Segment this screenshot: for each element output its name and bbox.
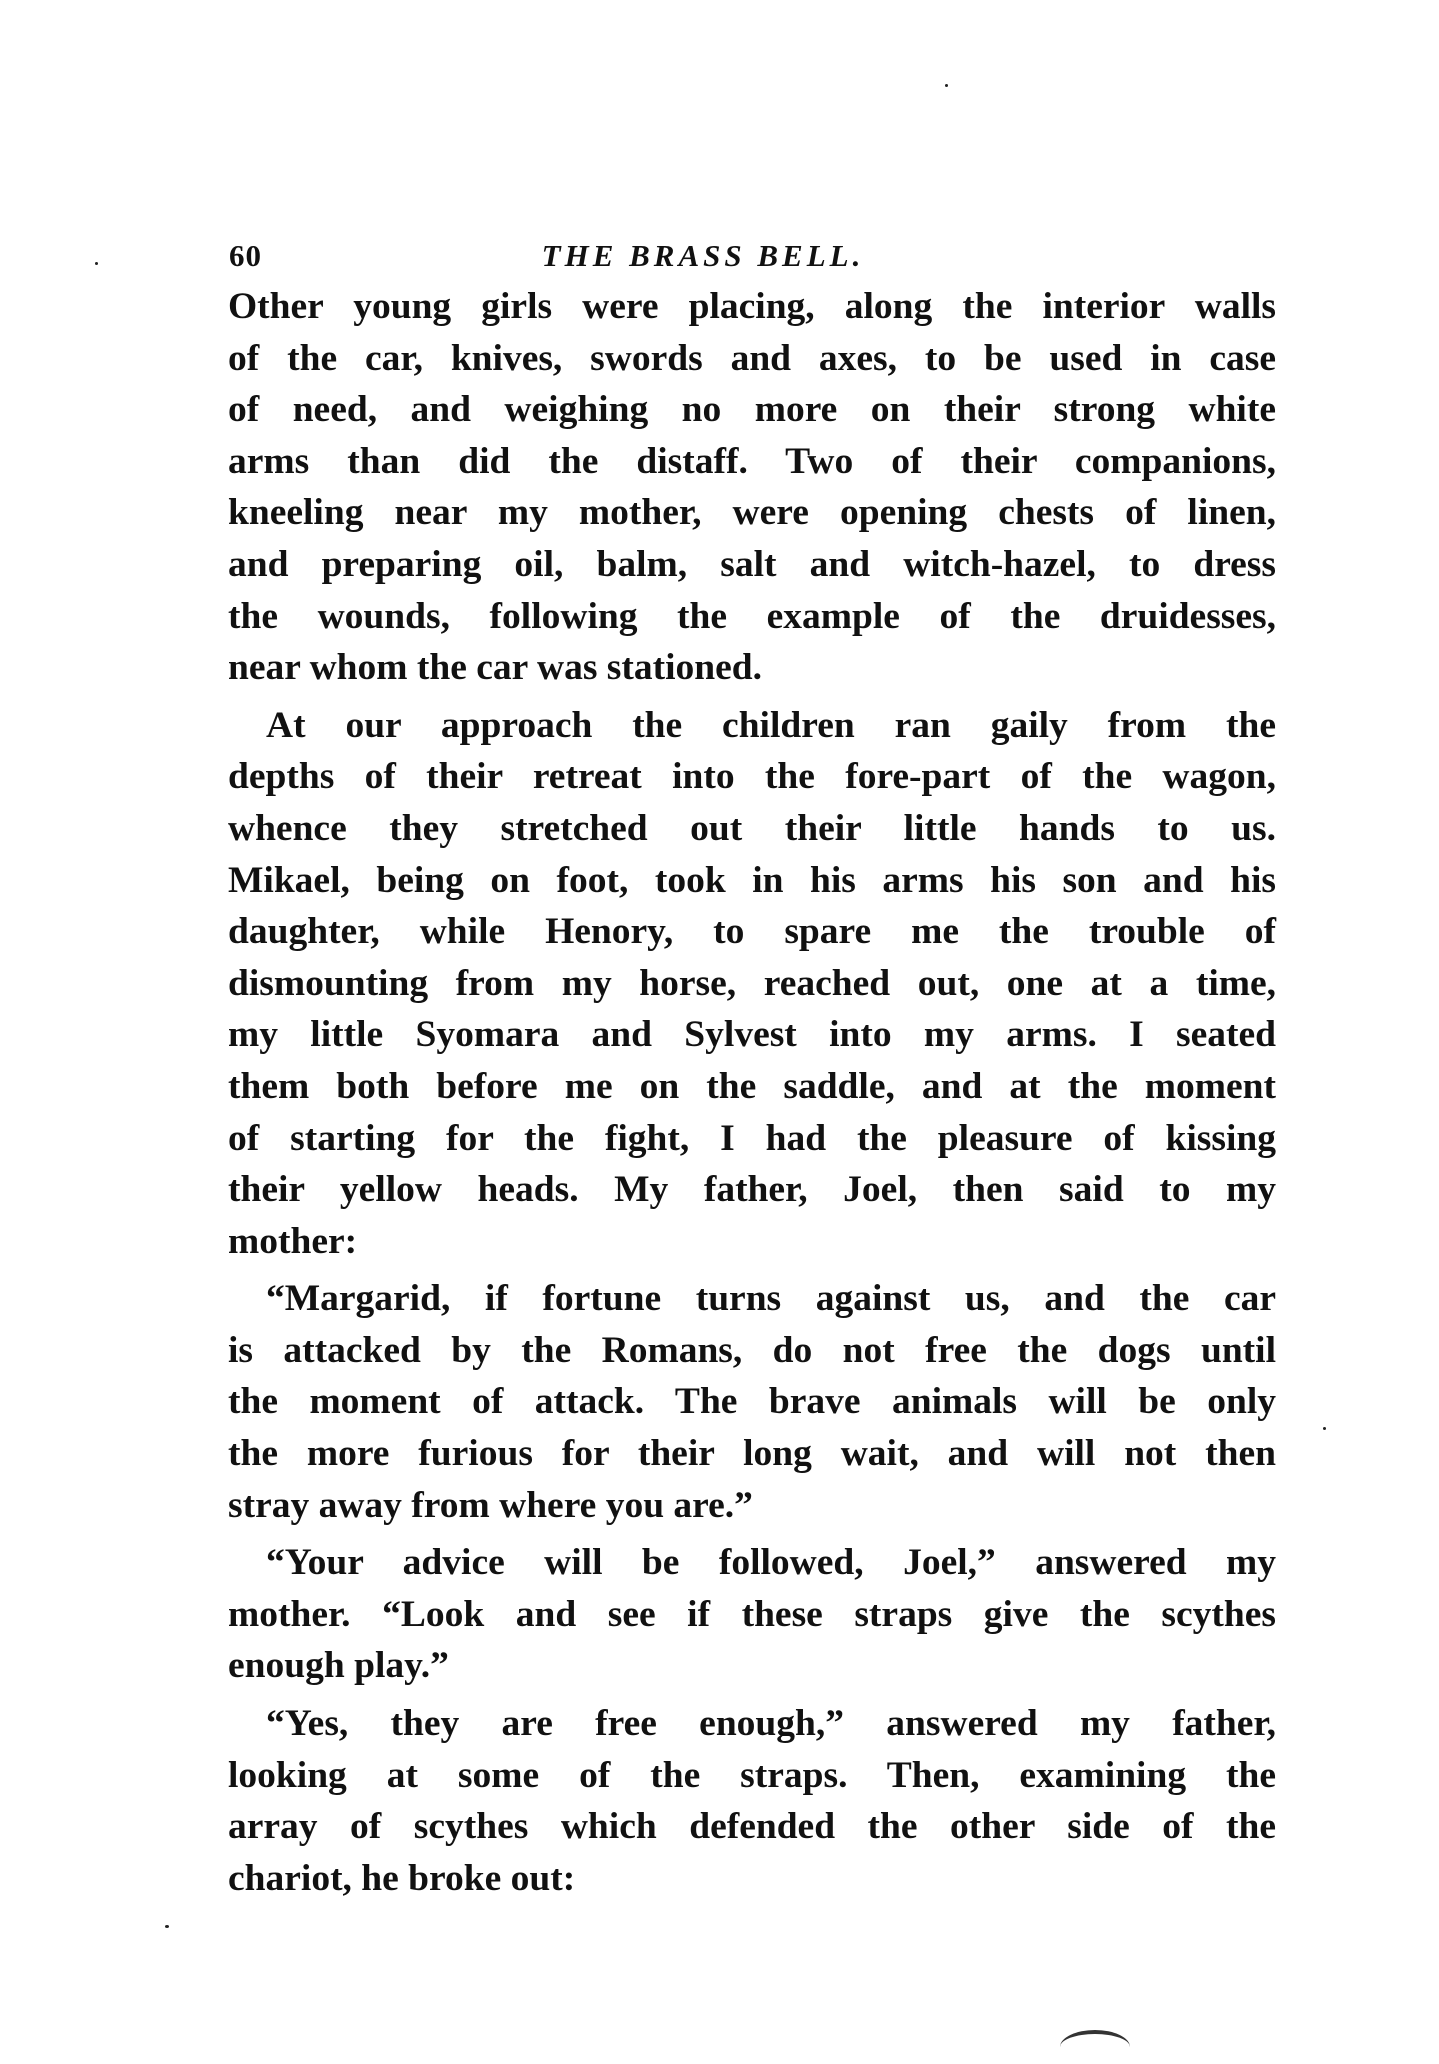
text-line: is attacked by the Romans, do not free the dogs until [228, 1329, 1276, 1371]
text-line: of the car, knives, swords and axes, to be used in case [228, 337, 1276, 379]
text-line: dismounting from my horse, reached out, one at a time, [228, 962, 1276, 1004]
text-line: mother: [228, 1220, 358, 1262]
text-line: “Your advice will be followed, Joel,” answered my [266, 1542, 1276, 1584]
text-line: chariot, he broke out: [228, 1857, 576, 1899]
text-line: my little Syomara and Sylvest into my arms. I seated [228, 1014, 1276, 1056]
scan-speck [945, 84, 948, 87]
text-line: their yellow heads. My father, Joel, then said to my [228, 1169, 1276, 1211]
text-line: them both before me on the saddle, and at the moment [228, 1065, 1276, 1107]
text-line: daughter, while Henory, to spare me the trouble of [228, 911, 1276, 953]
scan-speck [1323, 1427, 1326, 1430]
text-line: near whom the car was stationed. [228, 647, 763, 689]
text-line: mother. “Look and see if these straps give the scythes [228, 1593, 1276, 1635]
paragraph-1 [228, 281, 1276, 694]
text-line: “Margarid, if fortune turns against us, and the car [266, 1278, 1276, 1320]
scan-speck [95, 262, 98, 265]
text-line: At our approach the children ran gaily from the [266, 704, 1276, 746]
text-line: the moment of attack. The brave animals will be only [228, 1381, 1276, 1423]
text-line: stray away from where you are.” [228, 1484, 753, 1526]
text-line: the more furious for their long wait, and will not then [228, 1433, 1276, 1475]
text-line: of need, and weighing no more on their strong white [228, 389, 1276, 431]
body-text [228, 281, 1276, 1904]
page-number: 60 [229, 238, 262, 273]
paragraph-3 [228, 1273, 1276, 1531]
paragraph-2 [228, 700, 1276, 1268]
text-line: of starting for the fight, I had the pleasure of kissing [228, 1117, 1276, 1159]
text-line: Other young girls were placing, along the interior walls [228, 286, 1276, 327]
running-title: THE BRASS BELL. [541, 238, 865, 273]
text-line: array of scythes which defended the other side of the [228, 1806, 1276, 1848]
partial-glyph-fragment [1060, 2030, 1130, 2064]
text-line: looking at some of the straps. Then, examining the [228, 1754, 1276, 1796]
paragraph-4 [228, 1537, 1276, 1692]
text-line: the wounds, following the example of the druidesses, [228, 595, 1276, 637]
paragraph-5 [228, 1698, 1276, 1904]
text-line: depths of their retreat into the fore-part of the wagon, [228, 756, 1276, 798]
text-line: whence they stretched out their little hands to us. [228, 807, 1276, 849]
text-line: and preparing oil, balm, salt and witch-hazel, to dress [228, 543, 1276, 585]
text-line: arms than did the distaff. Two of their companions, [228, 440, 1276, 482]
scan-speck [165, 1925, 169, 1928]
text-line: kneeling near my mother, were opening chests of linen, [228, 492, 1276, 534]
text-line: enough play.” [228, 1645, 449, 1687]
text-line: Mikael, being on foot, took in his arms his son and his [228, 859, 1276, 901]
text-line: “Yes, they are free enough,” answered my father, [266, 1703, 1276, 1745]
